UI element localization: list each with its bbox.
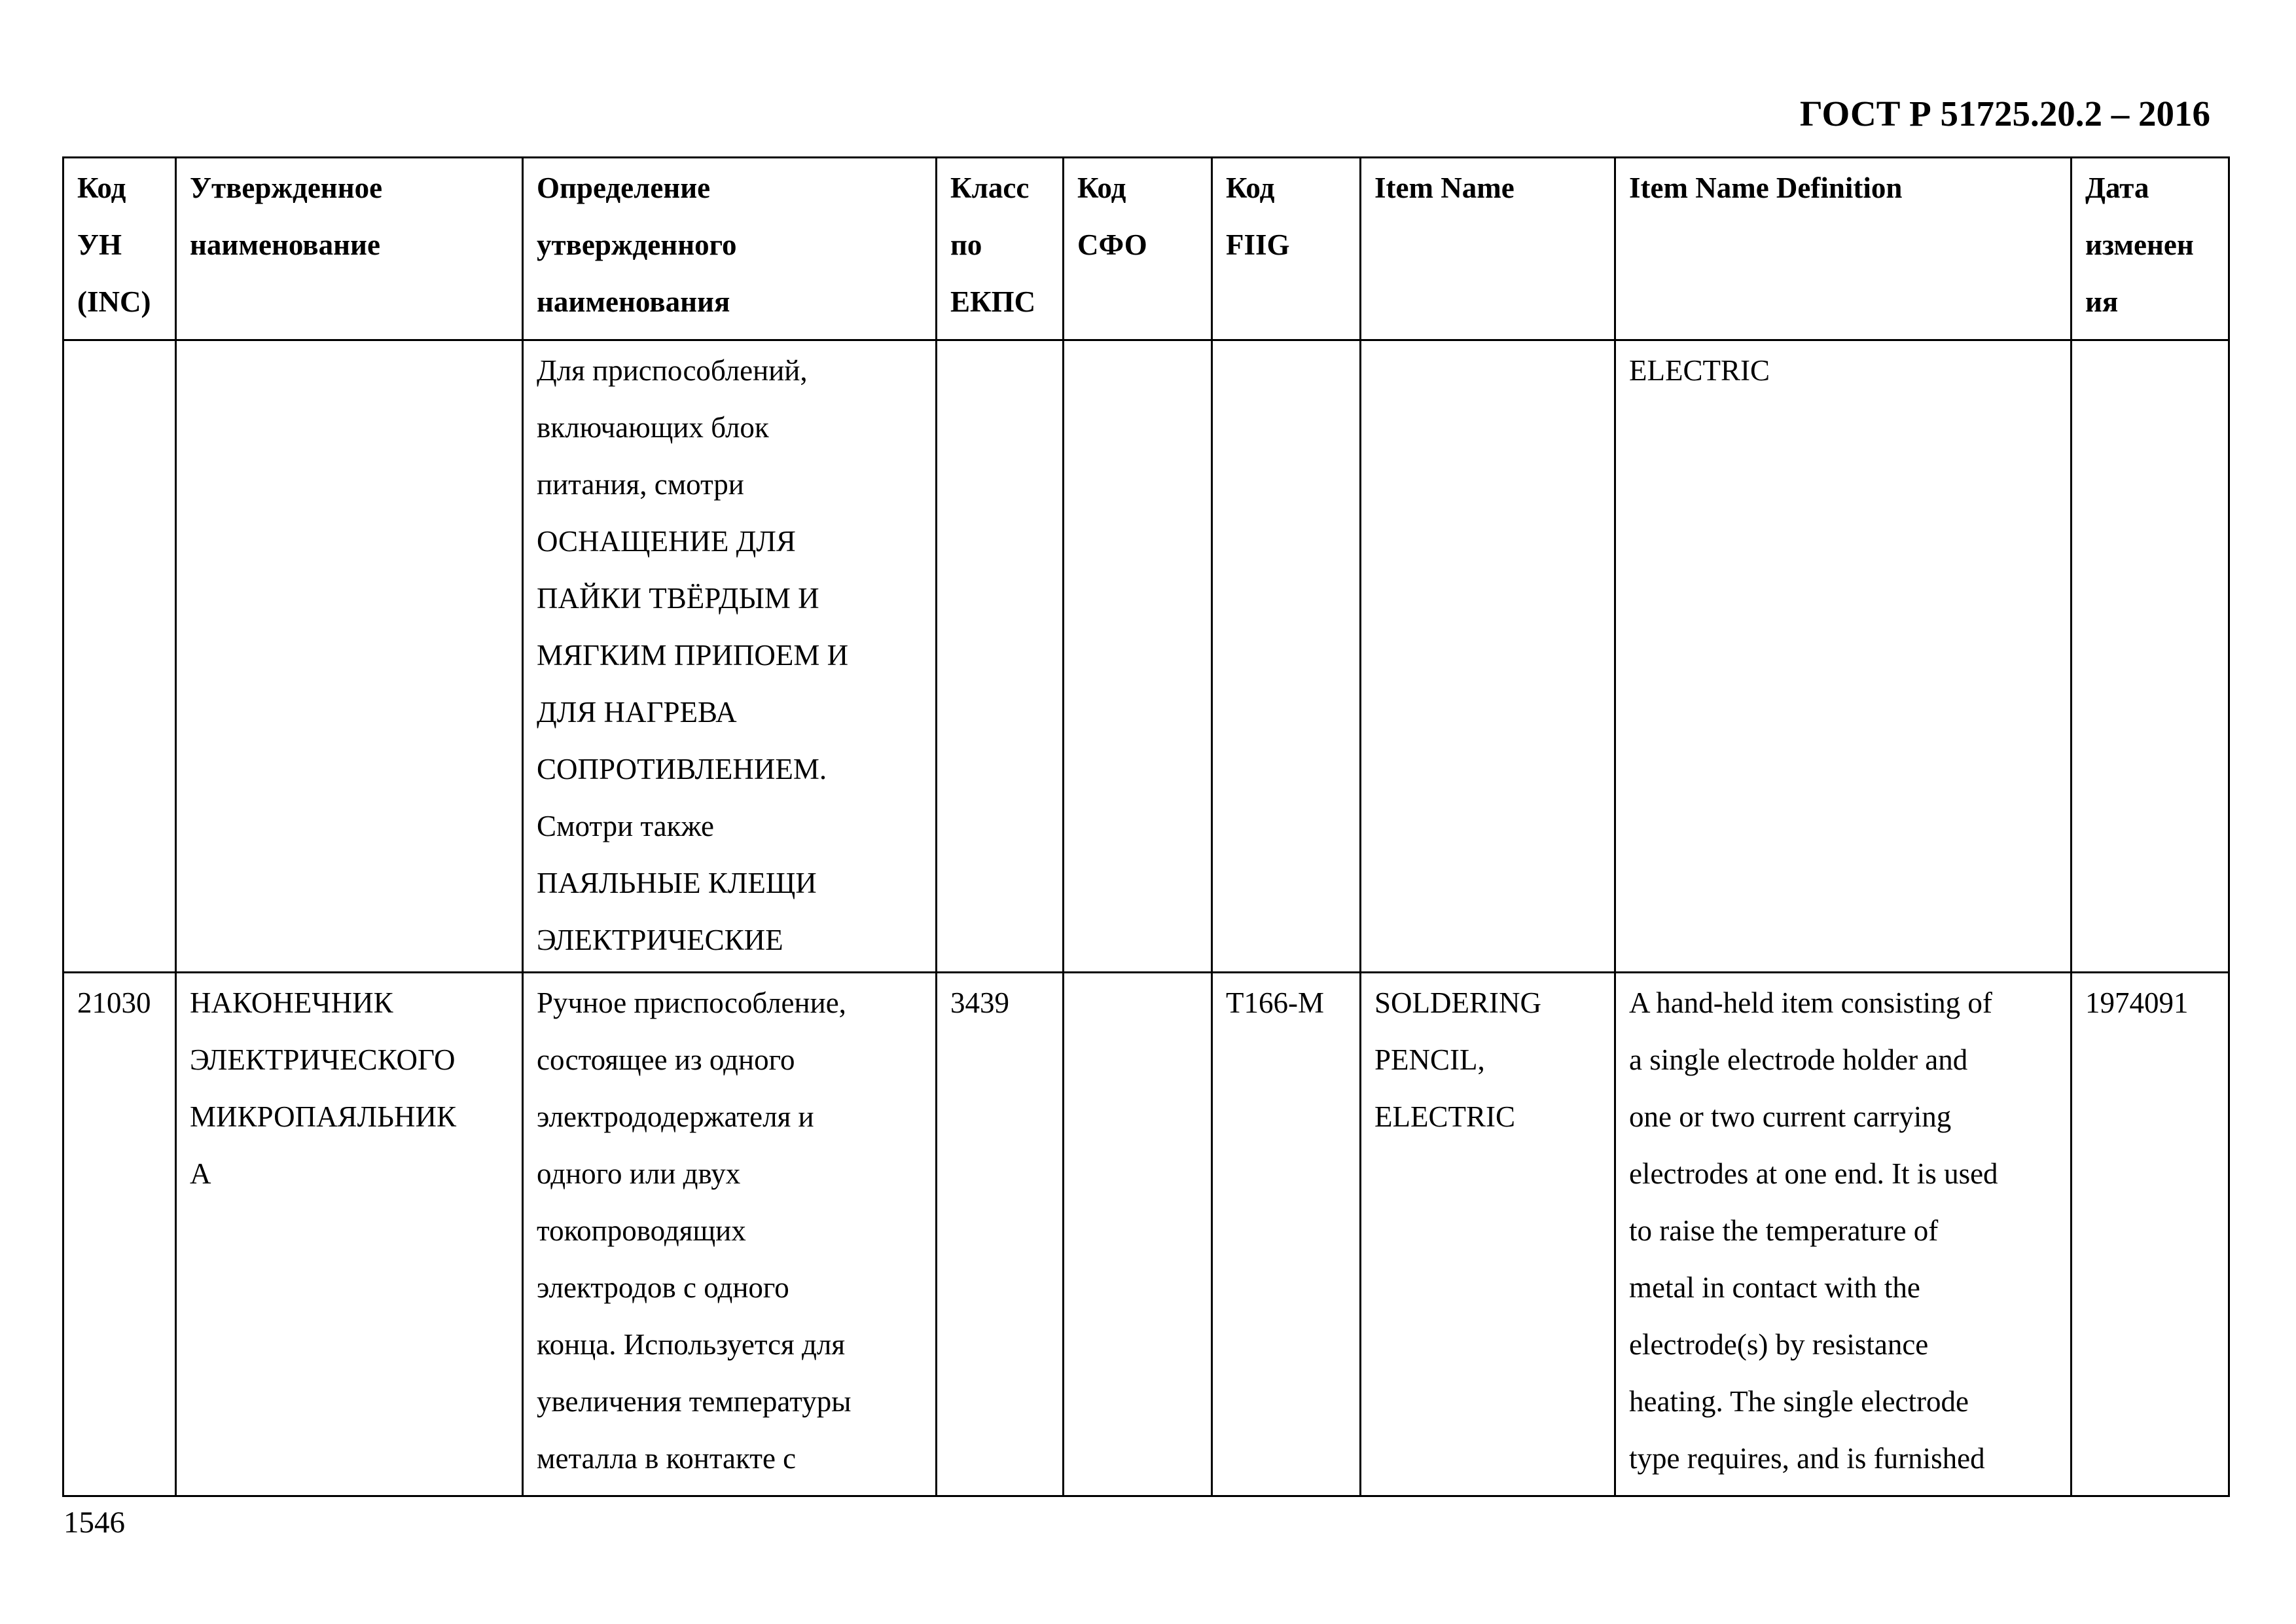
header-ekps-class — [937, 158, 1064, 340]
cell-line: НАКОНЕЧНИК — [190, 986, 393, 1019]
cell-inc — [63, 973, 176, 1496]
cell-line: электродов с одного — [537, 1271, 789, 1304]
header-approved-name — [176, 158, 523, 340]
table-row — [63, 973, 2229, 1496]
table-header-row — [63, 158, 2229, 340]
cell-item-name-definition — [1615, 340, 2072, 973]
cell-line: ПАЯЛЬНЫЕ КЛЕЩИ — [537, 867, 817, 899]
cell-change-date — [2072, 973, 2229, 1496]
cell-line: конца. Используется для — [537, 1328, 846, 1361]
table-row — [63, 340, 2229, 973]
cell-line: состоящее из одного — [537, 1043, 795, 1076]
cell-line: SOLDERING — [1374, 986, 1541, 1019]
cell-line: (INC) — [77, 285, 151, 318]
cell-inc — [63, 340, 176, 973]
cell-line: МЯГКИМ ПРИПОЕМ И — [537, 639, 849, 672]
cell-line: electrode(s) by resistance — [1629, 1328, 1929, 1361]
cell-change-date — [2072, 340, 2229, 973]
cell-line: Код — [1226, 171, 1275, 204]
cell-ekps-class — [937, 340, 1064, 973]
cell-line: ELECTRIC — [1629, 354, 1770, 387]
cell-item-name — [1361, 973, 1615, 1496]
cell-fiig-code — [1212, 340, 1361, 973]
header-change-date — [2072, 158, 2229, 340]
cell-line: Дата — [2085, 171, 2149, 204]
cell-line: наименование — [190, 228, 380, 261]
cell-fiig-code — [1212, 973, 1361, 1496]
cell-line: Код — [1077, 171, 1126, 204]
cell-line: Смотри также — [537, 810, 714, 842]
cell-line: 3439 — [950, 986, 1009, 1019]
page-number: 1546 — [63, 1506, 125, 1540]
cell-line: питания, смотри — [537, 468, 744, 501]
cell-line: по — [950, 228, 982, 261]
cell-sfo-code — [1064, 340, 1212, 973]
cell-line: ОСНАЩЕНИЕ ДЛЯ — [537, 525, 796, 558]
cell-line: одного или двух — [537, 1157, 741, 1190]
cell-line: A hand-held item consisting of — [1629, 986, 1992, 1019]
cell-line: T166-M — [1226, 986, 1324, 1019]
cell-line: А — [190, 1157, 211, 1190]
cell-item-name — [1361, 340, 1615, 973]
cell-line: МИКРОПАЯЛЬНИК — [190, 1100, 456, 1133]
cell-line: electrodes at one end. It is used — [1629, 1157, 1998, 1190]
cell-name-definition — [523, 973, 937, 1496]
cell-line: ЕКПС — [950, 285, 1036, 318]
cell-line: ПАЙКИ ТВЁРДЫМ И — [537, 582, 819, 615]
item-names-table — [62, 156, 2230, 1497]
cell-line: ЭЛЕКТРИЧЕСКОГО — [190, 1043, 456, 1076]
cell-line: type requires, and is furnished — [1629, 1442, 1985, 1475]
cell-line: Код — [77, 171, 126, 204]
cell-line: ДЛЯ НАГРЕВА — [537, 696, 737, 729]
cell-line: СОПРОТИВЛЕНИЕМ. — [537, 753, 827, 785]
header-item-name — [1361, 158, 1615, 340]
cell-approved-name — [176, 973, 523, 1496]
cell-approved-name — [176, 340, 523, 973]
cell-line: Класс — [950, 171, 1030, 204]
cell-line: ия — [2085, 285, 2119, 318]
cell-line: Item Name Definition — [1629, 171, 1903, 204]
cell-line: Определение — [537, 171, 711, 204]
cell-line: 21030 — [77, 986, 151, 1019]
cell-line: to raise the temperature of — [1629, 1214, 1939, 1247]
header-name-definition — [523, 158, 937, 340]
cell-line: metal in contact with the — [1629, 1271, 1920, 1304]
cell-line: ЭЛЕКТРИЧЕСКИЕ — [537, 924, 783, 956]
cell-item-name-definition — [1615, 973, 2072, 1496]
cell-line: 1974091 — [2085, 986, 2189, 1019]
cell-line: a single electrode holder and — [1629, 1043, 1968, 1076]
cell-line: металла в контакте с — [537, 1442, 797, 1475]
cell-ekps-class — [937, 973, 1064, 1496]
cell-line: FIIG — [1226, 228, 1290, 261]
cell-line: ELECTRIC — [1374, 1100, 1515, 1133]
cell-line: утвержденного — [537, 228, 737, 261]
cell-line: one or two current carrying — [1629, 1100, 1952, 1133]
cell-line: наименования — [537, 285, 730, 318]
cell-line: Item Name — [1374, 171, 1515, 204]
cell-line: Утвержденное — [190, 171, 383, 204]
header-item-name-definition — [1615, 158, 2072, 340]
cell-line: УН — [77, 228, 122, 261]
cell-name-definition — [523, 340, 937, 973]
cell-line: изменен — [2085, 228, 2194, 261]
cell-line: токопроводящих — [537, 1214, 746, 1247]
document-code: ГОСТ Р 51725.20.2 – 2016 — [1799, 94, 2210, 134]
cell-line: Для приспособлений, — [537, 354, 808, 387]
cell-line: включающих блок — [537, 411, 769, 444]
cell-line: PENCIL, — [1374, 1043, 1485, 1076]
cell-line: электрододержателя и — [537, 1100, 814, 1133]
cell-line: СФО — [1077, 228, 1147, 261]
cell-sfo-code — [1064, 973, 1212, 1496]
header-sfo-code — [1064, 158, 1212, 340]
header-fiig-code — [1212, 158, 1361, 340]
header-inc — [63, 158, 176, 340]
cell-line: Ручное приспособление, — [537, 986, 846, 1019]
cell-line: heating. The single electrode — [1629, 1385, 1969, 1418]
cell-line: увеличения температуры — [537, 1385, 852, 1418]
